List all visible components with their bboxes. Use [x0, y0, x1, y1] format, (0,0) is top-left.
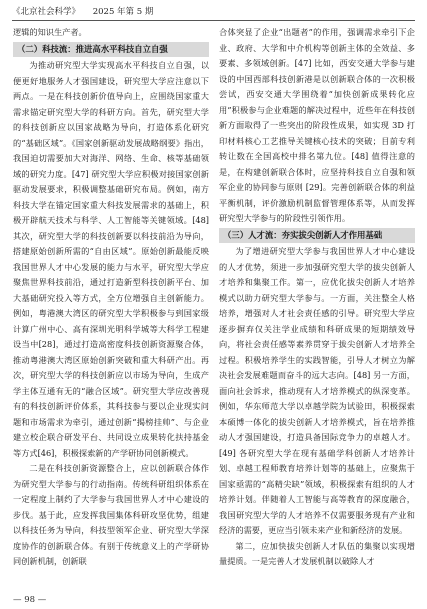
right-column	[219, 25, 415, 588]
section-heading-talent-flow: （三）人才流：夯实拔尖创新人才作用基础	[219, 228, 415, 244]
paragraph-continuation: 逻辑的知识生产者。	[13, 27, 87, 37]
paragraph-continuation: 合体突显了企业“出题者”的作用，强调需求牵引下企业、政府、大学和中介机构等创新主体的全效益、多要素、多领域创新。[47] 比如，西安交通大学参与建设的中国西部科技创新港是以创新联合体的一次积极尝试，西安交通大学围绕着“加快创新成果转化应用”积极参与企业难题的解决过程中，近些年在科技创新方面取得了一些突出的阶段性成果，如实现 3D 打印材料核心工艺推导关键核心技术的突破；目前专利转让数在全国高校中排名第九位。[48] 值得注意的是，在构建创新联合体时，应坚持科技自立自强和领军企业的协同参与原则 [29]。完善创新联合体的利益平衡机制，评价激励机制监督管理体系等，从而发挥研究型大学参与的阶段性引领作用。	[219, 27, 415, 223]
paragraph: 第二，应加快拔尖创新人才队伍的集聚以实现增量提质。一是完善人才发展机制以破除人才	[219, 540, 415, 566]
paragraph: 为推动研究型大学实现高水平科技自立自强，以便更好地服务人才强国建设，研究型大学应注意以下两点。一是在科技创新价值导向上，应围绕国家重大需求锚定研究型大学的科研方向。首先，研究型大学的科技创新应以国家战略为导向，打造体系化研究的“基础区域”。《国家创新驱动发展战略纲要》指出，我国迫切需要加大对海洋、网络、生命、核等基础领域的研究力度。[47] 研究型大学应积极对接国家创新驱动发展要求，积极调整基础研究布局。例如，南方科技大学在锚定国家重大科技发展需求的基础上，积极开辟航天技术与科学、人工智能等关键领域。[48] 其次，研究型大学的科技创新要以科技前沿为导向，搭建原始创新所需的“自由区域”。原始创新最能反映我国世界人才中心发展的能力与水平，研究型大学应聚焦世界科技前沿，通过打造新型科技创新平台、加大基础研究投入等方式，全方位增强自主创新能力。例如，粤港澳大湾区的研究型大学积极参与到国家级计算广州中心、高有深圳光明科学城等大科学工程建设当中[28]，通过打造高密度科技创新资源聚合体，推动粤港澳大湾区原始创新突破和重大科研产出。再次，研究型大学的科技创新应以市场为导向，生成产学主体互通有无的“融合区域”。研究型大学应改善现有的科技创新评价体系，其科技参与要以企业现实问题和市场需求为牵引，通过创新“揭榜挂帅”、与企业建立校企联合研发平台、共同设立成果转化扶持基金等方式[46]，积极探索新的产学研协同创新模式。	[13, 60, 209, 458]
issue-label: 2025 年第 5 期	[92, 7, 154, 17]
section-heading-tech-flow: （二）科技流：推进高水平科技自立自强	[13, 42, 209, 58]
page-number: — 98 —	[13, 595, 47, 605]
paragraph: 为了增进研究型大学参与我国世界人才中心建设的人才优势，须进一步加强研究型大学的拔尖创新人才培养和集聚工作。第一，应优化拔尖创新人才培养模式以助力研究型大学参与。一方面，关注整全人格培养，增强对人才社会责任感的引导。研究型大学应逐步摒弃仅关注学业成绩和科研成果的短期绩效导向，将社会责任感等素养贯穿于拔尖创新人才培养全过程。积极培养学生的实践智能，引导人才树立为解决社会发展难题而奋斗的远大志向。[48] 另一方面，面向社会诉求，推动现有人才培养模式的纵深变革。例如，华东师范大学以卓越学院为试验田，积极探索本硕博一体化的拔尖创新人才培养模式，旨在培养推动人才强国建设，打造具备国际竞争力的卓越人才。[49] 各研究型大学在现有基础学科创新人才培养计划、卓越工程师教育培养计划等的基础上，应聚焦于国家亟需的“高精尖缺”领域，积极探索有组织的人才培养计划。伴随着人工智能与高等教育的深度融合，我国研究型大学的人才培养不仅需要服务现有产业和经济的需要，更应当引领未来产业和新经济的发展。	[219, 246, 415, 535]
journal-name: 《北京社会科学》	[12, 7, 81, 17]
left-column	[13, 25, 209, 588]
running-header	[12, 4, 415, 21]
paragraph: 二是在科技创新资源整合上，应以创新联合体作为研究型大学参与的行动指南。传统科研组织体系在一定程度上制约了大学参与我国世界人才中心建设的步伐。基于此，应发挥我国集体科研攻坚优势，组建以科技任务为导向，科技型领军企业、研究型大学深度协作的创新联合体。有别于传统意义上的产学研协同创新机制，创新联	[13, 463, 209, 566]
